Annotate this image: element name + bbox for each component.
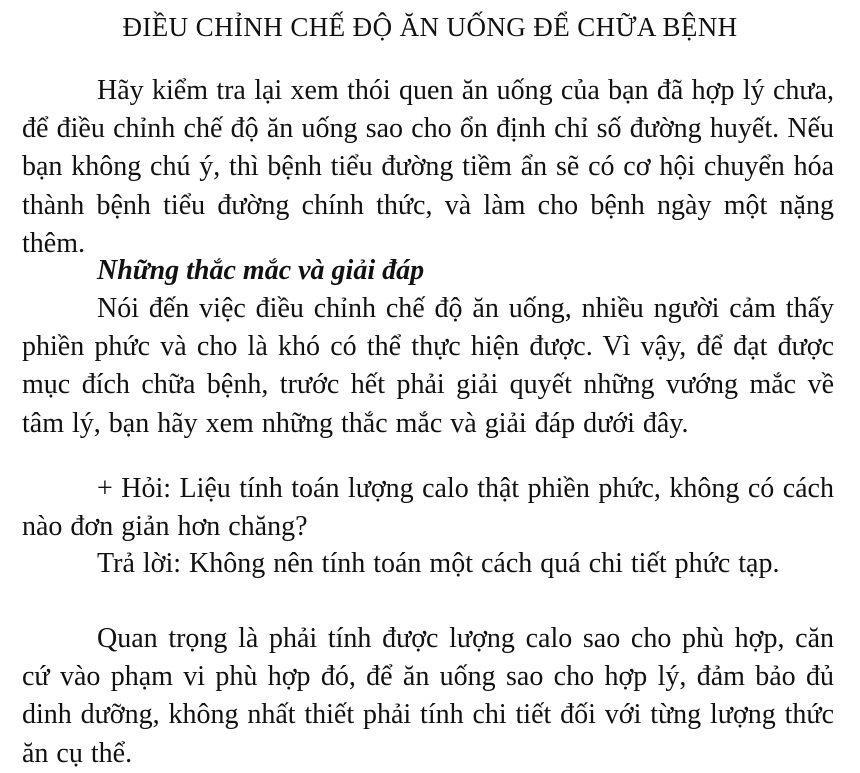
page-title: ĐIỀU CHỈNH CHẾ ĐỘ ĂN UỐNG ĐỂ CHỮA BỆNH (122, 12, 738, 42)
section-heading: Những thắc mắc và giải đáp (97, 255, 425, 286)
body-paragraph: Nói đến việc điều chỉnh chế độ ăn uống, nhiều người cảm thấy phiền phức và cho là khó có thể thực hiện được. Vì vậy, để đạt được mục đích chữa bệnh, trước hết phải giải quyết những vướng mắc về tâm lý, bạn hãy xem những thắc mắc và giải đáp dưới đây. (22, 293, 834, 439)
question-paragraph: + Hỏi: Liệu tính toán lượng calo thật phiền phức, không có cách nào đơn giản hơn chăng? (22, 473, 834, 543)
intro-paragraph: Hãy kiểm tra lại xem thói quen ăn uống của bạn đã hợp lý chưa, để điều chỉnh chế độ ăn uống sao cho ổn định chỉ số đường huyết. Nếu bạn không chú ý, thì bệnh tiểu đường tiềm ẩn sẽ có cơ hội chuyển hóa thành bệnh tiểu đường chính thức, và làm cho bệnh ngày một nặng thêm. (22, 75, 834, 259)
answer-paragraph: Trả lời: Không nên tính toán một cách quá chi tiết phức tạp. (97, 548, 780, 579)
closing-paragraph: Quan trọng là phải tính được lượng calo sao cho phù hợp, căn cứ vào phạm vi phù hợp đó, để ăn uống sao cho hợp lý, đảm bảo đủ dinh dưỡng, không nhất thiết phải tính chi tiết đối với từng lượng thức ăn cụ thể. (22, 623, 834, 769)
